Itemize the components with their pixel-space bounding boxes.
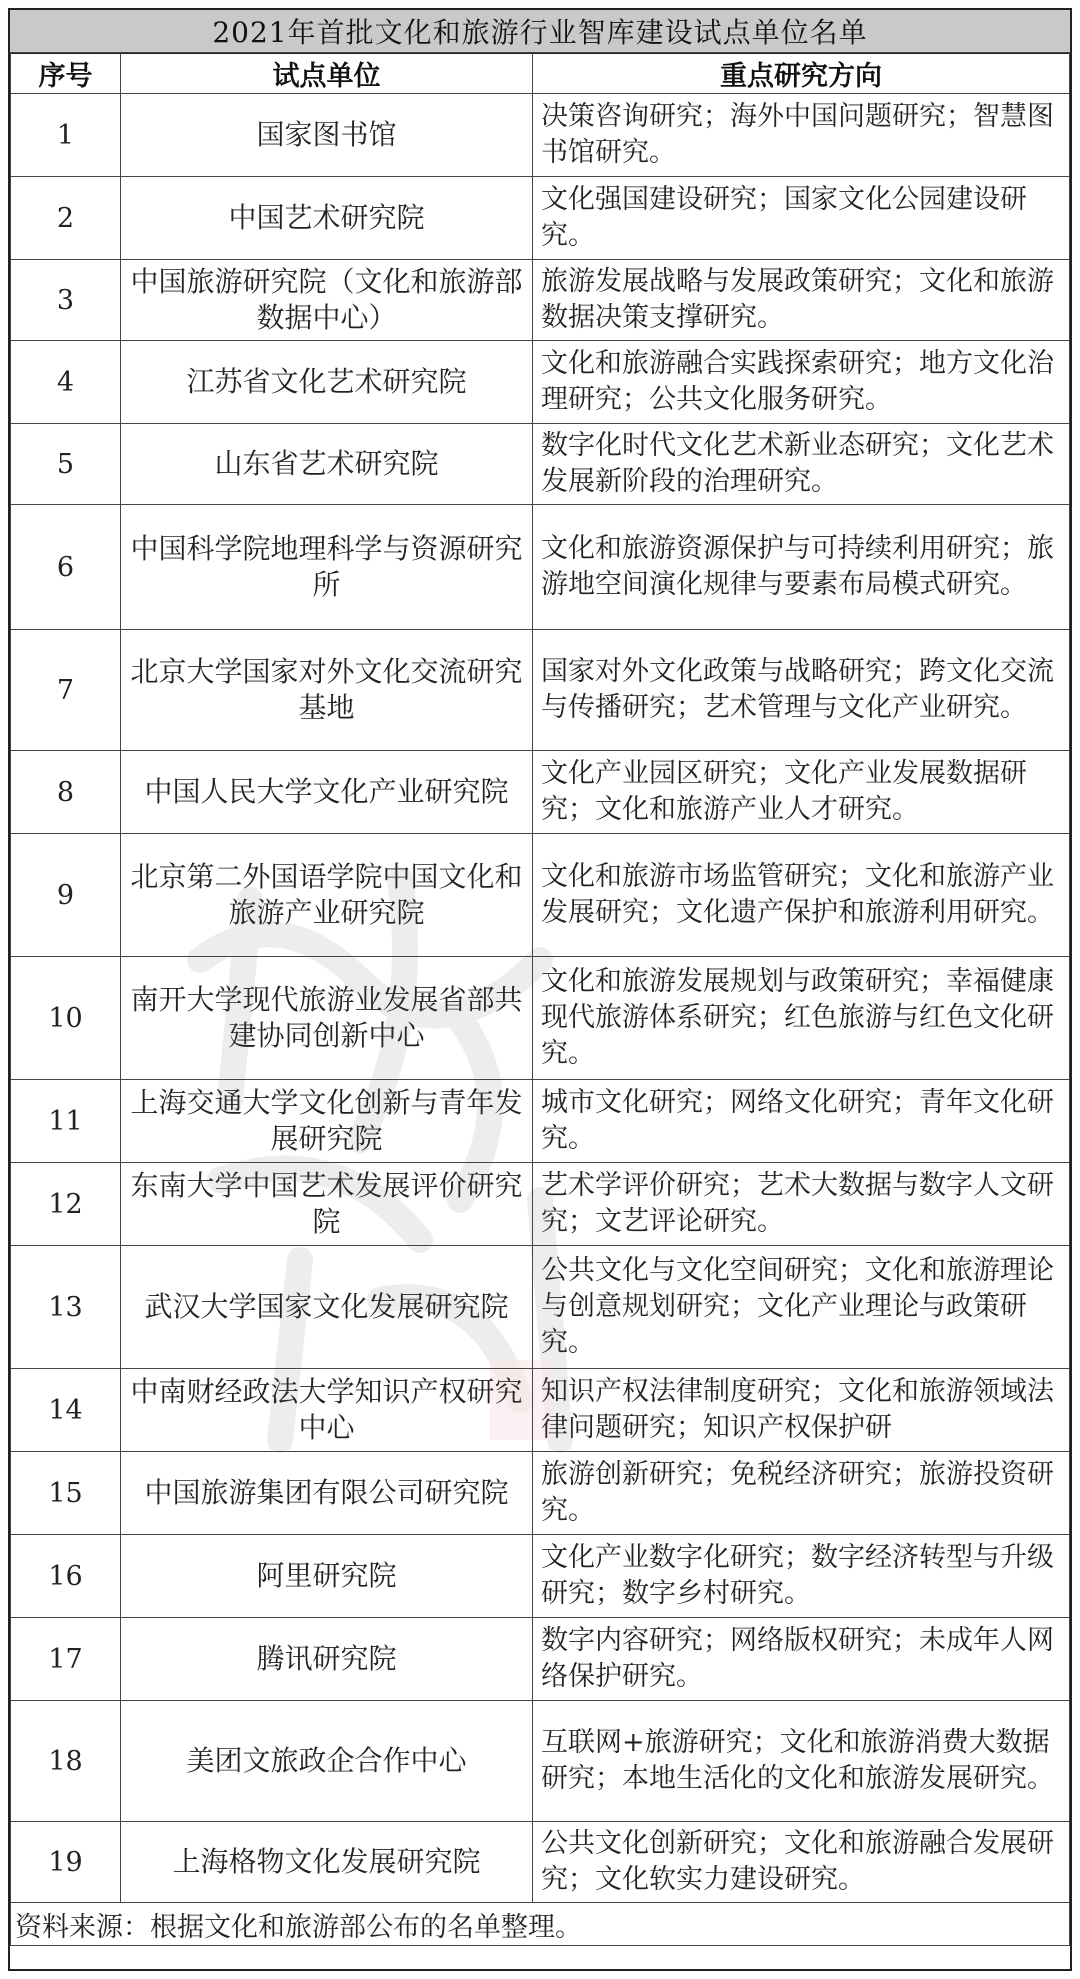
row-unit: 上海格物文化发展研究院 (121, 1822, 533, 1903)
row-unit: 中南财经政法大学知识产权研究中心 (121, 1369, 533, 1452)
row-unit: 北京大学国家对外文化交流研究基地 (121, 630, 533, 751)
table-row (11, 1452, 1070, 1535)
row-unit: 中国科学院地理科学与资源研究所 (121, 505, 533, 630)
table-row (11, 1163, 1070, 1246)
row-number: 3 (11, 260, 121, 341)
row-direction: 互联网+旅游研究；文化和旅游消费大数据研究；本地生活化的文化和旅游发展研究。 (533, 1701, 1070, 1822)
row-number: 4 (11, 341, 121, 424)
table-row (11, 505, 1070, 630)
pilot-unit-table-sheet (8, 8, 1072, 1971)
row-unit: 腾讯研究院 (121, 1618, 533, 1701)
table-row (11, 1080, 1070, 1163)
row-direction: 知识产权法律制度研究；文化和旅游领域法律问题研究；知识产权保护研 (533, 1369, 1070, 1452)
row-unit: 东南大学中国艺术发展评价研究院 (121, 1163, 533, 1246)
row-number: 10 (11, 957, 121, 1080)
table-title: 2021年首批文化和旅游行业智库建设试点单位名单 (10, 10, 1070, 54)
row-unit: 中国人民大学文化产业研究院 (121, 751, 533, 834)
row-direction: 文化和旅游资源保护与可持续利用研究；旅游地空间演化规律与要素布局模式研究。 (533, 505, 1070, 630)
row-number: 11 (11, 1080, 121, 1163)
row-number: 5 (11, 424, 121, 505)
row-unit: 江苏省文化艺术研究院 (121, 341, 533, 424)
table-row (11, 957, 1070, 1080)
row-unit: 山东省艺术研究院 (121, 424, 533, 505)
row-unit: 武汉大学国家文化发展研究院 (121, 1246, 533, 1369)
row-unit: 中国旅游集团有限公司研究院 (121, 1452, 533, 1535)
row-direction: 文化和旅游市场监管研究；文化和旅游产业发展研究；文化遗产保护和旅游利用研究。 (533, 834, 1070, 957)
table-row (11, 1369, 1070, 1452)
table-row (11, 424, 1070, 505)
row-unit: 中国艺术研究院 (121, 177, 533, 260)
header-serial-number: 序号 (11, 53, 121, 94)
row-direction: 数字化时代文化艺术新业态研究；文化艺术发展新阶段的治理研究。 (533, 424, 1070, 505)
table-row (11, 1701, 1070, 1822)
row-number: 14 (11, 1369, 121, 1452)
row-direction: 文化强国建设研究；国家文化公园建设研究。 (533, 177, 1070, 260)
row-number: 6 (11, 505, 121, 630)
row-direction: 旅游创新研究；免税经济研究；旅游投资研究。 (533, 1452, 1070, 1535)
row-number: 18 (11, 1701, 121, 1822)
row-number: 8 (11, 751, 121, 834)
pilot-unit-table (10, 52, 1070, 1946)
row-number: 16 (11, 1535, 121, 1618)
header-research-direction: 重点研究方向 (533, 53, 1070, 94)
row-direction: 公共文化与文化空间研究；文化和旅游理论与创意规划研究；文化产业理论与政策研究。 (533, 1246, 1070, 1369)
row-unit: 上海交通大学文化创新与青年发展研究院 (121, 1080, 533, 1163)
row-unit: 美团文旅政企合作中心 (121, 1701, 533, 1822)
table-row (11, 1822, 1070, 1903)
row-number: 2 (11, 177, 121, 260)
row-direction: 城市文化研究；网络文化研究；青年文化研究。 (533, 1080, 1070, 1163)
table-row (11, 1618, 1070, 1701)
row-unit: 阿里研究院 (121, 1535, 533, 1618)
table-row (11, 751, 1070, 834)
row-direction: 文化产业园区研究；文化产业发展数据研究；文化和旅游产业人才研究。 (533, 751, 1070, 834)
row-number: 19 (11, 1822, 121, 1903)
row-direction: 艺术学评价研究；艺术大数据与数字人文研究；文艺评论研究。 (533, 1163, 1070, 1246)
row-unit: 北京第二外国语学院中国文化和旅游产业研究院 (121, 834, 533, 957)
table-row (11, 177, 1070, 260)
row-direction: 决策咨询研究；海外中国问题研究；智慧图书馆研究。 (533, 94, 1070, 177)
row-number: 15 (11, 1452, 121, 1535)
table-footer-row (11, 1903, 1070, 1946)
row-direction: 文化和旅游发展规划与政策研究；幸福健康现代旅游体系研究；红色旅游与红色文化研究。 (533, 957, 1070, 1080)
row-number: 17 (11, 1618, 121, 1701)
table-header-row (11, 53, 1070, 94)
table-row (11, 834, 1070, 957)
row-number: 7 (11, 630, 121, 751)
table-row (11, 94, 1070, 177)
row-direction: 文化和旅游融合实践探索研究；地方文化治理研究；公共文化服务研究。 (533, 341, 1070, 424)
row-direction: 旅游发展战略与发展政策研究；文化和旅游数据决策支撑研究。 (533, 260, 1070, 341)
row-number: 1 (11, 94, 121, 177)
header-pilot-unit: 试点单位 (121, 53, 533, 94)
row-direction: 数字内容研究；网络版权研究；未成年人网络保护研究。 (533, 1618, 1070, 1701)
table-row (11, 630, 1070, 751)
table-row (11, 341, 1070, 424)
row-unit: 中国旅游研究院（文化和旅游部数据中心） (121, 260, 533, 341)
source-note: 资料来源：根据文化和旅游部公布的名单整理。 (11, 1903, 1070, 1946)
table-row (11, 260, 1070, 341)
table-row (11, 1535, 1070, 1618)
table-row (11, 1246, 1070, 1369)
row-unit: 南开大学现代旅游业发展省部共建协同创新中心 (121, 957, 533, 1080)
row-number: 12 (11, 1163, 121, 1246)
row-direction: 文化产业数字化研究；数字经济转型与升级研究；数字乡村研究。 (533, 1535, 1070, 1618)
row-direction: 国家对外文化政策与战略研究；跨文化交流与传播研究；艺术管理与文化产业研究。 (533, 630, 1070, 751)
row-number: 9 (11, 834, 121, 957)
row-unit: 国家图书馆 (121, 94, 533, 177)
row-direction: 公共文化创新研究；文化和旅游融合发展研究；文化软实力建设研究。 (533, 1822, 1070, 1903)
row-number: 13 (11, 1246, 121, 1369)
